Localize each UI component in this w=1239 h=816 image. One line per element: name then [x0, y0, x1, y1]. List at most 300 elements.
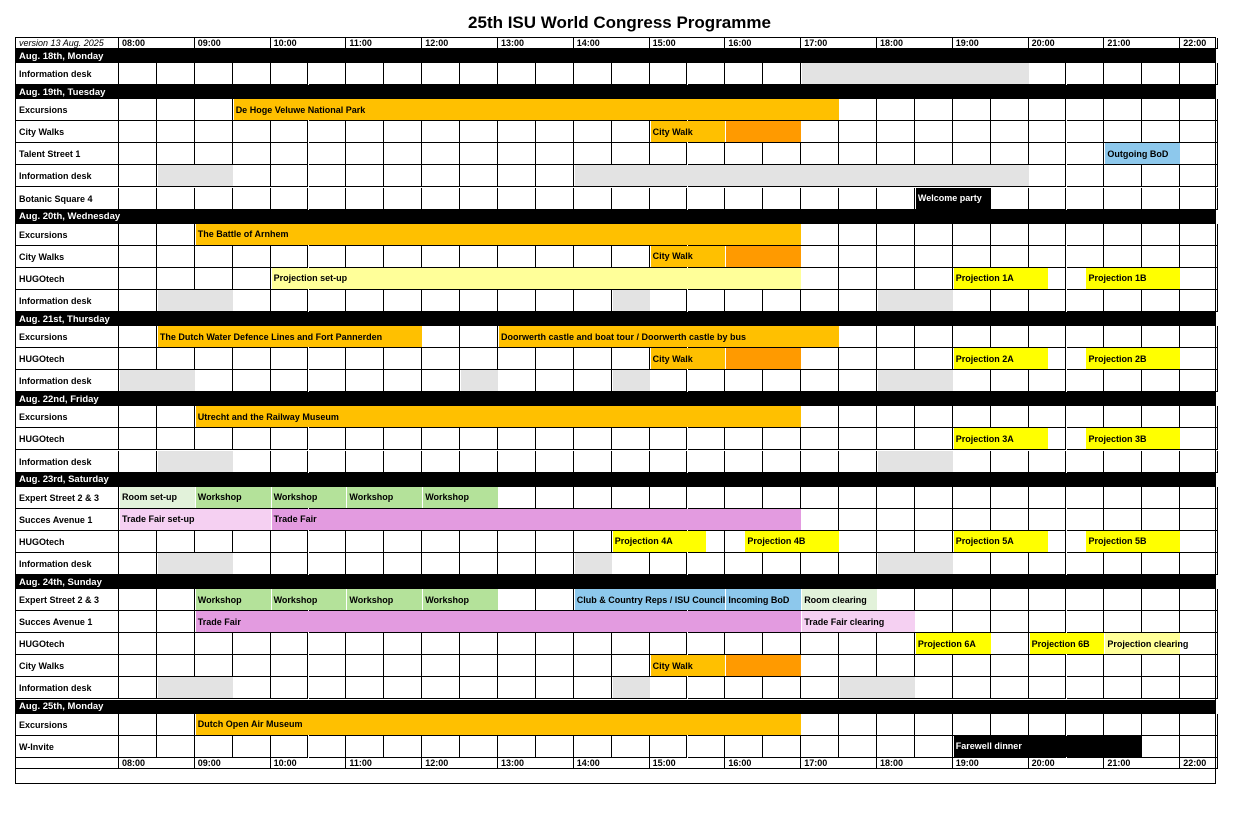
event-fill[interactable] — [575, 165, 1029, 186]
time-slot[interactable] — [536, 246, 574, 268]
time-slot[interactable] — [157, 268, 195, 290]
event-block[interactable]: Workshop — [196, 589, 271, 610]
time-slot[interactable] — [1142, 677, 1180, 699]
time-slot[interactable] — [309, 143, 347, 165]
time-slot[interactable] — [384, 531, 422, 553]
time-slot[interactable] — [839, 406, 877, 428]
time-slot[interactable] — [1067, 326, 1105, 348]
event-block[interactable]: Projection 3B — [1086, 428, 1180, 449]
time-slot[interactable] — [498, 63, 536, 85]
time-slot[interactable] — [271, 121, 309, 143]
event-fill[interactable] — [158, 451, 233, 472]
time-slot[interactable] — [271, 370, 309, 392]
time-slot[interactable] — [953, 370, 991, 392]
time-slot[interactable] — [991, 677, 1029, 699]
time-slot[interactable] — [650, 553, 688, 575]
time-slot[interactable] — [953, 143, 991, 165]
time-slot[interactable] — [233, 370, 271, 392]
time-slot[interactable] — [801, 677, 839, 699]
time-slot[interactable] — [309, 121, 347, 143]
event-block[interactable]: Trade Fair — [196, 611, 801, 632]
time-slot[interactable] — [612, 428, 650, 450]
time-slot[interactable] — [1029, 406, 1067, 428]
time-slot[interactable] — [763, 553, 801, 575]
time-slot[interactable] — [157, 246, 195, 268]
time-slot[interactable] — [271, 553, 309, 575]
time-slot[interactable] — [801, 633, 839, 655]
time-slot[interactable] — [309, 553, 347, 575]
time-slot[interactable] — [119, 224, 157, 246]
time-slot[interactable] — [233, 428, 271, 450]
time-slot[interactable] — [991, 121, 1029, 143]
time-slot[interactable] — [309, 370, 347, 392]
time-slot[interactable] — [460, 143, 498, 165]
time-slot[interactable] — [1029, 121, 1067, 143]
time-slot[interactable] — [1067, 677, 1105, 699]
time-slot[interactable] — [612, 451, 650, 473]
event-block[interactable]: Projection 2B — [1086, 348, 1180, 369]
time-slot[interactable] — [460, 63, 498, 85]
event-fill[interactable] — [878, 290, 953, 311]
time-slot[interactable] — [422, 326, 460, 348]
time-slot[interactable] — [1142, 736, 1180, 758]
time-slot[interactable] — [422, 246, 460, 268]
time-slot[interactable] — [384, 290, 422, 312]
time-slot[interactable] — [1067, 451, 1105, 473]
time-slot[interactable] — [271, 348, 309, 370]
time-slot[interactable] — [498, 736, 536, 758]
time-slot[interactable] — [650, 451, 688, 473]
time-slot[interactable] — [460, 553, 498, 575]
time-slot[interactable] — [346, 188, 384, 210]
time-slot[interactable] — [991, 611, 1029, 633]
time-slot[interactable] — [536, 487, 574, 509]
time-slot[interactable] — [422, 736, 460, 758]
time-slot[interactable] — [1104, 589, 1142, 611]
time-slot[interactable] — [271, 451, 309, 473]
event-block[interactable]: Farewell dinner — [954, 736, 1143, 757]
time-slot[interactable] — [801, 143, 839, 165]
time-slot[interactable] — [1029, 224, 1067, 246]
time-slot[interactable] — [1180, 531, 1218, 553]
time-slot[interactable] — [801, 246, 839, 268]
time-slot[interactable] — [650, 143, 688, 165]
time-slot[interactable] — [346, 633, 384, 655]
time-slot[interactable] — [801, 290, 839, 312]
event-block[interactable]: Workshop — [423, 589, 498, 610]
time-slot[interactable] — [498, 633, 536, 655]
time-slot[interactable] — [460, 633, 498, 655]
time-slot[interactable] — [1029, 611, 1067, 633]
time-slot[interactable] — [688, 188, 726, 210]
event-block[interactable]: De Hoge Veluwe National Park — [234, 99, 839, 120]
time-slot[interactable] — [877, 348, 915, 370]
time-slot[interactable] — [346, 290, 384, 312]
time-slot[interactable] — [1142, 487, 1180, 509]
time-slot[interactable] — [1067, 165, 1105, 187]
time-slot[interactable] — [460, 451, 498, 473]
event-fill[interactable] — [726, 246, 801, 267]
time-slot[interactable] — [725, 487, 763, 509]
time-slot[interactable] — [309, 63, 347, 85]
time-slot[interactable] — [915, 406, 953, 428]
time-slot[interactable] — [119, 677, 157, 699]
time-slot[interactable] — [422, 348, 460, 370]
event-block[interactable]: Club & Country Reps / ISU Council — [575, 589, 726, 610]
time-slot[interactable] — [233, 165, 271, 187]
time-slot[interactable] — [195, 428, 233, 450]
time-slot[interactable] — [157, 188, 195, 210]
time-slot[interactable] — [536, 143, 574, 165]
time-slot[interactable] — [460, 326, 498, 348]
time-slot[interactable] — [309, 531, 347, 553]
time-slot[interactable] — [157, 224, 195, 246]
time-slot[interactable] — [157, 99, 195, 121]
time-slot[interactable] — [763, 736, 801, 758]
time-slot[interactable] — [498, 677, 536, 699]
time-slot[interactable] — [612, 736, 650, 758]
event-fill[interactable] — [878, 370, 953, 391]
time-slot[interactable] — [1104, 714, 1142, 736]
time-slot[interactable] — [1142, 165, 1180, 187]
time-slot[interactable] — [1029, 451, 1067, 473]
time-slot[interactable] — [839, 326, 877, 348]
time-slot[interactable] — [612, 143, 650, 165]
time-slot[interactable] — [953, 121, 991, 143]
time-slot[interactable] — [1104, 224, 1142, 246]
time-slot[interactable] — [877, 121, 915, 143]
time-slot[interactable] — [119, 633, 157, 655]
time-slot[interactable] — [384, 63, 422, 85]
time-slot[interactable] — [346, 531, 384, 553]
time-slot[interactable] — [839, 487, 877, 509]
time-slot[interactable] — [309, 188, 347, 210]
time-slot[interactable] — [422, 531, 460, 553]
event-block[interactable]: City Walk — [651, 655, 726, 676]
time-slot[interactable] — [1067, 99, 1105, 121]
time-slot[interactable] — [233, 290, 271, 312]
time-slot[interactable] — [346, 165, 384, 187]
time-slot[interactable] — [877, 99, 915, 121]
time-slot[interactable] — [460, 121, 498, 143]
time-slot[interactable] — [195, 370, 233, 392]
time-slot[interactable] — [725, 370, 763, 392]
time-slot[interactable] — [688, 290, 726, 312]
time-slot[interactable] — [157, 531, 195, 553]
time-slot[interactable] — [612, 121, 650, 143]
time-slot[interactable] — [1029, 370, 1067, 392]
time-slot[interactable] — [119, 326, 157, 348]
time-slot[interactable] — [991, 406, 1029, 428]
time-slot[interactable] — [119, 553, 157, 575]
time-slot[interactable] — [1067, 370, 1105, 392]
time-slot[interactable] — [801, 121, 839, 143]
time-slot[interactable] — [157, 63, 195, 85]
time-slot[interactable] — [157, 655, 195, 677]
event-block[interactable]: Room set-up — [120, 487, 195, 508]
time-slot[interactable] — [1180, 677, 1218, 699]
event-fill[interactable] — [878, 451, 953, 472]
time-slot[interactable] — [1029, 553, 1067, 575]
time-slot[interactable] — [839, 224, 877, 246]
time-slot[interactable] — [498, 553, 536, 575]
time-slot[interactable] — [1180, 143, 1218, 165]
time-slot[interactable] — [915, 246, 953, 268]
time-slot[interactable] — [1180, 121, 1218, 143]
time-slot[interactable] — [991, 99, 1029, 121]
time-slot[interactable] — [877, 224, 915, 246]
time-slot[interactable] — [839, 553, 877, 575]
event-fill[interactable] — [158, 553, 233, 574]
time-slot[interactable] — [1142, 451, 1180, 473]
time-slot[interactable] — [763, 290, 801, 312]
event-block[interactable]: Projection 3A — [954, 428, 1048, 449]
time-slot[interactable] — [1180, 99, 1218, 121]
time-slot[interactable] — [1029, 655, 1067, 677]
time-slot[interactable] — [839, 509, 877, 531]
time-slot[interactable] — [460, 290, 498, 312]
time-slot[interactable] — [953, 611, 991, 633]
time-slot[interactable] — [536, 531, 574, 553]
time-slot[interactable] — [536, 655, 574, 677]
time-slot[interactable] — [688, 143, 726, 165]
time-slot[interactable] — [953, 406, 991, 428]
time-slot[interactable] — [536, 553, 574, 575]
time-slot[interactable] — [877, 633, 915, 655]
time-slot[interactable] — [877, 736, 915, 758]
time-slot[interactable] — [915, 268, 953, 290]
event-block[interactable]: Projection 1B — [1086, 268, 1180, 289]
time-slot[interactable] — [498, 121, 536, 143]
event-fill[interactable] — [613, 290, 650, 311]
event-block[interactable]: Trade Fair clearing — [802, 611, 915, 632]
event-block[interactable]: Utrecht and the Railway Museum — [196, 406, 801, 427]
time-slot[interactable] — [915, 611, 953, 633]
time-slot[interactable] — [763, 428, 801, 450]
time-slot[interactable] — [1104, 121, 1142, 143]
event-block[interactable]: Workshop — [272, 487, 347, 508]
time-slot[interactable] — [1142, 509, 1180, 531]
time-slot[interactable] — [195, 143, 233, 165]
time-slot[interactable] — [725, 63, 763, 85]
time-slot[interactable] — [1029, 487, 1067, 509]
time-slot[interactable] — [460, 736, 498, 758]
time-slot[interactable] — [233, 188, 271, 210]
time-slot[interactable] — [233, 553, 271, 575]
time-slot[interactable] — [688, 428, 726, 450]
time-slot[interactable] — [384, 121, 422, 143]
time-slot[interactable] — [271, 633, 309, 655]
time-slot[interactable] — [953, 246, 991, 268]
time-slot[interactable] — [384, 553, 422, 575]
time-slot[interactable] — [574, 143, 612, 165]
time-slot[interactable] — [119, 121, 157, 143]
time-slot[interactable] — [1180, 487, 1218, 509]
time-slot[interactable] — [953, 553, 991, 575]
time-slot[interactable] — [688, 633, 726, 655]
time-slot[interactable] — [1067, 188, 1105, 210]
time-slot[interactable] — [574, 348, 612, 370]
time-slot[interactable] — [574, 246, 612, 268]
time-slot[interactable] — [801, 655, 839, 677]
time-slot[interactable] — [839, 99, 877, 121]
time-slot[interactable] — [536, 633, 574, 655]
time-slot[interactable] — [271, 246, 309, 268]
time-slot[interactable] — [119, 63, 157, 85]
time-slot[interactable] — [346, 246, 384, 268]
time-slot[interactable] — [233, 348, 271, 370]
time-slot[interactable] — [119, 611, 157, 633]
time-slot[interactable] — [233, 677, 271, 699]
time-slot[interactable] — [1180, 165, 1218, 187]
event-block[interactable]: Workshop — [347, 487, 422, 508]
time-slot[interactable] — [953, 224, 991, 246]
time-slot[interactable] — [877, 531, 915, 553]
event-fill[interactable] — [726, 655, 801, 676]
time-slot[interactable] — [991, 487, 1029, 509]
time-slot[interactable] — [422, 677, 460, 699]
time-slot[interactable] — [574, 428, 612, 450]
time-slot[interactable] — [1142, 589, 1180, 611]
time-slot[interactable] — [1104, 677, 1142, 699]
time-slot[interactable] — [1180, 451, 1218, 473]
time-slot[interactable] — [1104, 611, 1142, 633]
time-slot[interactable] — [309, 428, 347, 450]
time-slot[interactable] — [763, 487, 801, 509]
time-slot[interactable] — [498, 451, 536, 473]
time-slot[interactable] — [1142, 99, 1180, 121]
time-slot[interactable] — [536, 428, 574, 450]
time-slot[interactable] — [1067, 143, 1105, 165]
time-slot[interactable] — [422, 370, 460, 392]
event-block[interactable]: Workshop — [272, 589, 347, 610]
time-slot[interactable] — [1067, 290, 1105, 312]
time-slot[interactable] — [839, 188, 877, 210]
time-slot[interactable] — [157, 633, 195, 655]
time-slot[interactable] — [991, 224, 1029, 246]
time-slot[interactable] — [119, 406, 157, 428]
time-slot[interactable] — [233, 655, 271, 677]
time-slot[interactable] — [1104, 165, 1142, 187]
time-slot[interactable] — [763, 143, 801, 165]
time-slot[interactable] — [157, 611, 195, 633]
time-slot[interactable] — [346, 348, 384, 370]
time-slot[interactable] — [1067, 509, 1105, 531]
time-slot[interactable] — [1029, 143, 1067, 165]
time-slot[interactable] — [1067, 714, 1105, 736]
time-slot[interactable] — [157, 348, 195, 370]
time-slot[interactable] — [119, 451, 157, 473]
time-slot[interactable] — [839, 290, 877, 312]
time-slot[interactable] — [1180, 553, 1218, 575]
event-block[interactable]: Workshop — [347, 589, 422, 610]
time-slot[interactable] — [763, 370, 801, 392]
time-slot[interactable] — [271, 428, 309, 450]
time-slot[interactable] — [119, 428, 157, 450]
time-slot[interactable] — [422, 633, 460, 655]
time-slot[interactable] — [157, 121, 195, 143]
time-slot[interactable] — [725, 633, 763, 655]
time-slot[interactable] — [801, 224, 839, 246]
time-slot[interactable] — [1104, 406, 1142, 428]
time-slot[interactable] — [271, 677, 309, 699]
time-slot[interactable] — [1104, 553, 1142, 575]
time-slot[interactable] — [1142, 326, 1180, 348]
time-slot[interactable] — [801, 736, 839, 758]
time-slot[interactable] — [157, 714, 195, 736]
time-slot[interactable] — [536, 451, 574, 473]
time-slot[interactable] — [915, 531, 953, 553]
time-slot[interactable] — [991, 714, 1029, 736]
time-slot[interactable] — [195, 188, 233, 210]
time-slot[interactable] — [688, 677, 726, 699]
time-slot[interactable] — [384, 188, 422, 210]
time-slot[interactable] — [915, 121, 953, 143]
time-slot[interactable] — [1067, 224, 1105, 246]
time-slot[interactable] — [688, 63, 726, 85]
time-slot[interactable] — [233, 451, 271, 473]
time-slot[interactable] — [309, 290, 347, 312]
time-slot[interactable] — [498, 428, 536, 450]
time-slot[interactable] — [877, 188, 915, 210]
event-fill[interactable] — [840, 677, 915, 698]
time-slot[interactable] — [460, 677, 498, 699]
time-slot[interactable] — [384, 165, 422, 187]
time-slot[interactable] — [801, 268, 839, 290]
time-slot[interactable] — [1029, 63, 1067, 85]
time-slot[interactable] — [801, 348, 839, 370]
time-slot[interactable] — [991, 633, 1029, 655]
time-slot[interactable] — [422, 553, 460, 575]
time-slot[interactable] — [498, 370, 536, 392]
time-slot[interactable] — [1180, 326, 1218, 348]
time-slot[interactable] — [1180, 63, 1218, 85]
time-slot[interactable] — [1180, 714, 1218, 736]
time-slot[interactable] — [1029, 290, 1067, 312]
time-slot[interactable] — [991, 509, 1029, 531]
time-slot[interactable] — [1029, 165, 1067, 187]
event-block[interactable]: Incoming BoD — [726, 589, 801, 610]
time-slot[interactable] — [233, 736, 271, 758]
time-slot[interactable] — [991, 246, 1029, 268]
time-slot[interactable] — [309, 633, 347, 655]
event-block[interactable]: Trade Fair — [272, 509, 802, 530]
time-slot[interactable] — [119, 348, 157, 370]
time-slot[interactable] — [839, 714, 877, 736]
time-slot[interactable] — [271, 63, 309, 85]
time-slot[interactable] — [498, 348, 536, 370]
time-slot[interactable] — [839, 121, 877, 143]
event-fill[interactable] — [726, 348, 801, 369]
time-slot[interactable] — [953, 451, 991, 473]
time-slot[interactable] — [650, 633, 688, 655]
event-block[interactable]: Projection 5B — [1086, 531, 1180, 552]
time-slot[interactable] — [1067, 611, 1105, 633]
time-slot[interactable] — [119, 99, 157, 121]
time-slot[interactable] — [346, 121, 384, 143]
time-slot[interactable] — [612, 487, 650, 509]
event-block[interactable]: Projection 5A — [954, 531, 1048, 552]
event-block[interactable]: Projection 4B — [745, 531, 839, 552]
time-slot[interactable] — [422, 188, 460, 210]
time-slot[interactable] — [119, 655, 157, 677]
time-slot[interactable] — [346, 143, 384, 165]
time-slot[interactable] — [119, 736, 157, 758]
time-slot[interactable] — [953, 326, 991, 348]
time-slot[interactable] — [1142, 553, 1180, 575]
time-slot[interactable] — [1067, 63, 1105, 85]
time-slot[interactable] — [1104, 188, 1142, 210]
